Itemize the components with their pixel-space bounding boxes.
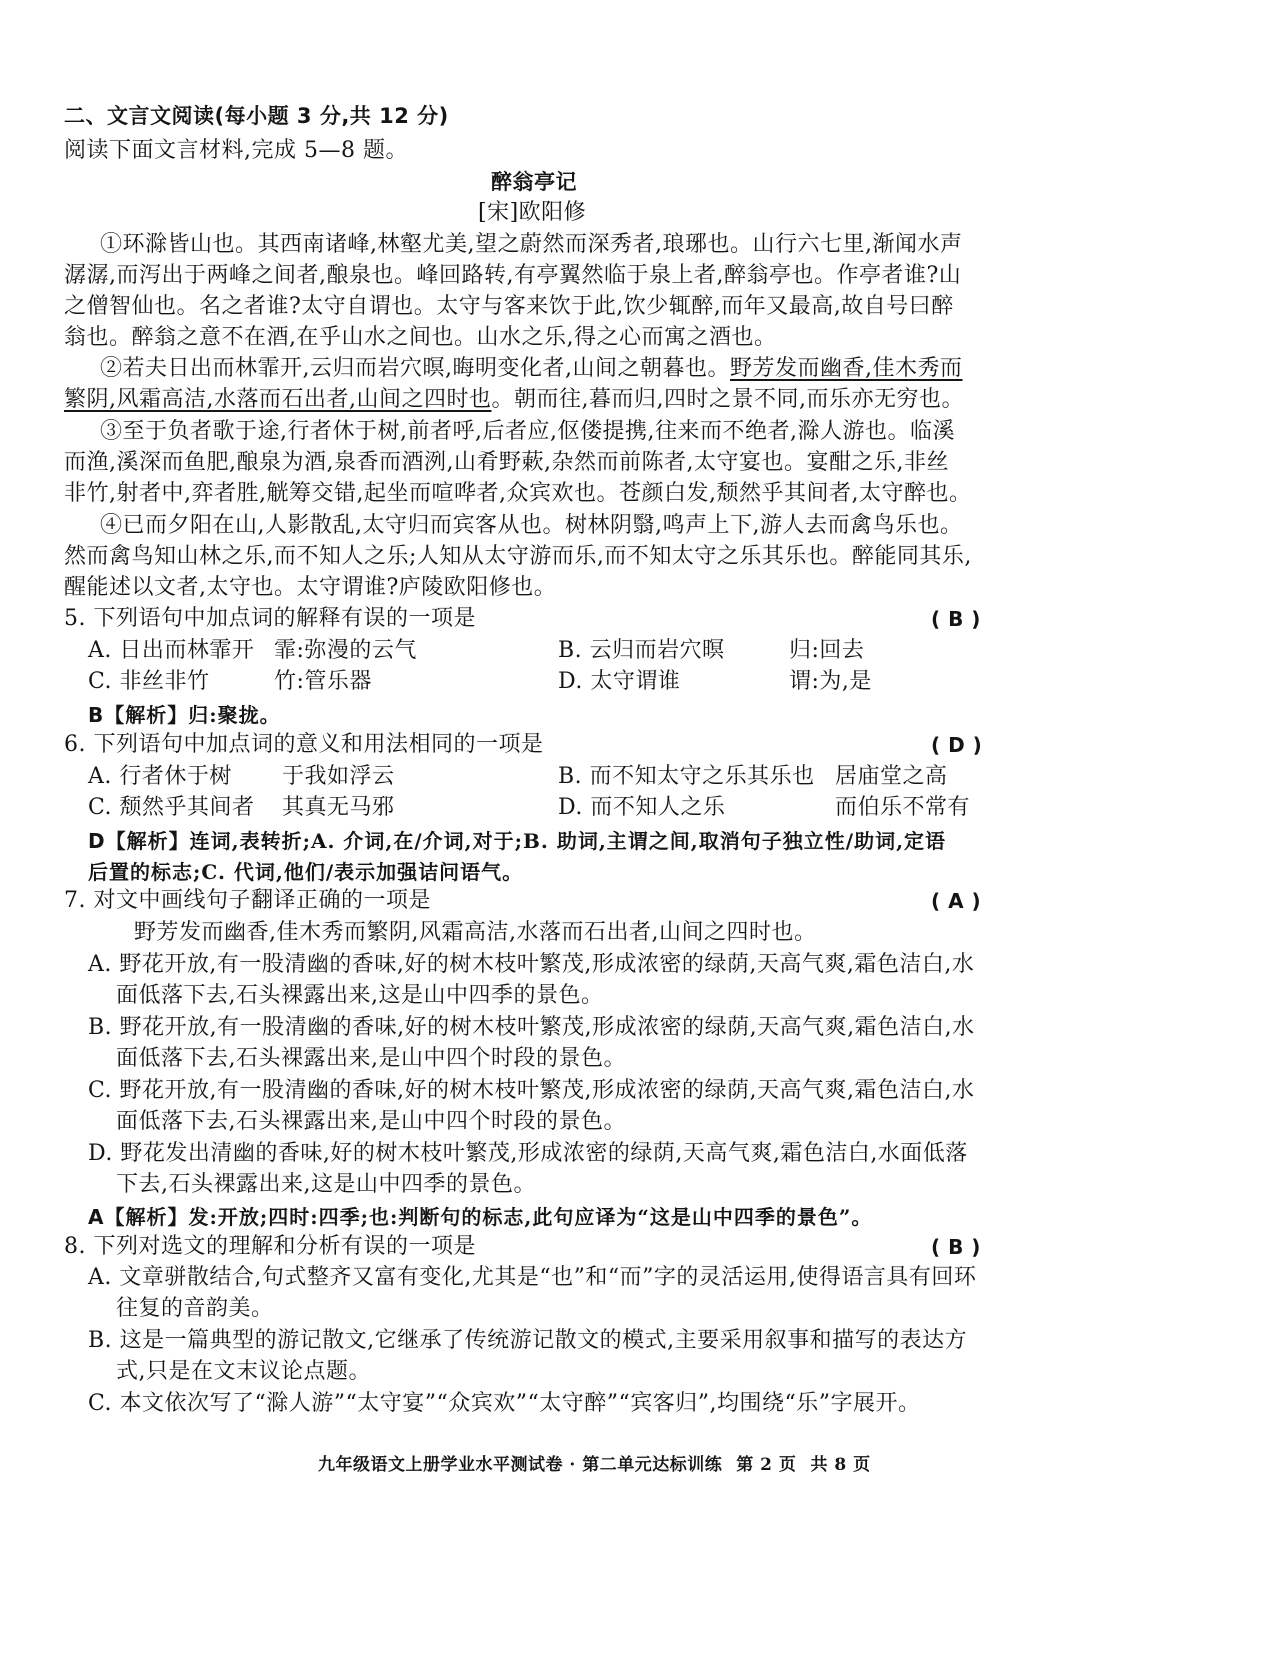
option-gloss: 归:回去: [789, 638, 865, 663]
solution-tag: D【解析】: [88, 829, 190, 853]
option: A. 野花开放,有一股清幽的香味,好的树木枝叶繁茂,形成浓密的绿荫,天高气爽,霜色洁白,水: [88, 952, 975, 977]
section-instruction: 阅读下面文言材料,完成 5—8 题。: [64, 138, 408, 163]
passage-title: 醉翁亭记: [491, 170, 577, 194]
footer-title: 九年级语文上册学业水平测试卷 · 第二单元达标训练: [318, 1455, 723, 1475]
answer-bracket: ( B ): [931, 607, 981, 631]
option: C. 本文依次写了“滁人游”“太守宴”“众宾欢”“太守醉”“宾客归”,均围绕“乐”字展开。: [88, 1391, 921, 1416]
option: C. 颓然乎其间者: [88, 795, 255, 820]
footer-page: 第 2 页: [736, 1455, 797, 1475]
question-stem: 7. 对文中画线句子翻译正确的一项是: [64, 888, 431, 913]
passage-line: 而渔,溪深而鱼肥,酿泉为酒,泉香而酒洌,山肴野蔌,杂然而前陈者,太守宴也。宴酣之乐,非丝: [64, 450, 949, 475]
solution-text: 归:聚拢。: [188, 703, 281, 727]
passage-line: 潺潺,而泻出于两峰之间者,酿泉也。峰回路转,有亭翼然临于泉上者,醉翁亭也。作亭者谁?山: [64, 263, 962, 288]
solution: [88, 826, 946, 856]
question-stem: 5. 下列语句中加点词的解释有误的一项是: [64, 606, 476, 631]
passage-text: ②若夫日出而林霏开,云归而岩穴暝,晦明变化者,山间之朝暮也。: [100, 356, 730, 381]
solution-tag: A【解析】: [88, 1205, 189, 1229]
question-stem: 8. 下列对选文的理解和分析有误的一项是: [64, 1234, 476, 1259]
footer-total: 共 8 页: [810, 1455, 871, 1475]
option: C. 非丝非竹: [88, 669, 210, 694]
option: B. 而不知太守之乐其乐也: [558, 764, 815, 789]
section-heading: 二、文言文阅读(每小题 3 分,共 12 分): [64, 104, 449, 128]
solution-tag: B【解析】: [88, 703, 189, 727]
solution: [88, 1202, 872, 1232]
option-gloss: 谓:为,是: [789, 669, 872, 694]
option: D. 野花发出清幽的香味,好的树木枝叶繁茂,形成浓密的绿荫,天高气爽,霜色洁白,水面低落: [88, 1141, 968, 1166]
answer-bracket: ( A ): [931, 889, 982, 913]
passage-line: ③至于负者歌于途,行者休于树,前者呼,后者应,伛偻提携,往来而不绝者,滁人游也。临溪: [100, 419, 955, 444]
option: D. 而不知人之乐: [558, 795, 726, 820]
option: C. 野花开放,有一股清幽的香味,好的树木枝叶繁茂,形成浓密的绿荫,天高气爽,霜色洁白,水: [88, 1078, 975, 1103]
page-footer: [318, 1450, 885, 1480]
option: B. 野花开放,有一股清幽的香味,好的树木枝叶繁茂,形成浓密的绿荫,天高气爽,霜色洁白,水: [88, 1015, 975, 1040]
option: A. 行者休于树: [88, 764, 232, 789]
option: A. 文章骈散结合,句式整齐又富有变化,尤其是“也”和“而”字的灵活运用,使得语言具有回环: [88, 1265, 977, 1290]
option-cont: 式,只是在文末议论点题。: [116, 1359, 371, 1384]
option: D. 太守谓谁: [558, 669, 681, 694]
underlined-sentence: 野芳发而幽香,佳木秀而: [729, 356, 963, 381]
passage-line: [100, 354, 962, 384]
option: B. 这是一篇典型的游记散文,它继承了传统游记散文的模式,主要采用叙事和描写的表达方: [88, 1328, 968, 1353]
option-cont: 面低落下去,石头裸露出来,是山中四个时段的景色。: [116, 1109, 626, 1134]
option-gloss: 竹:管乐器: [274, 669, 372, 694]
passage-line: 之僧智仙也。名之者谁?太守自谓也。太守与客来饮于此,饮少辄醉,而年又最高,故自号曰醉: [64, 294, 954, 319]
passage-author: [宋]欧阳修: [478, 200, 587, 225]
passage-line: 非竹,射者中,弈者胜,觥筹交错,起坐而喧哗者,众宾欢也。苍颜白发,颓然乎其间者,太守醉也。: [64, 481, 972, 506]
solution-text: 连词,表转折;A. 介词,在/介词,对于;B. 助词,主谓之间,取消句子独立性/助词,定语: [189, 829, 947, 853]
solution-text: 后置的标志;C. 代词,他们/表示加强诘问语气。: [88, 860, 524, 884]
quoted-sentence: 野芳发而幽香,佳木秀而繁阴,风霜高洁,水落而石出者,山间之四时也。: [134, 920, 817, 945]
option-compare: 其真无马邪: [282, 795, 395, 820]
option: A. 日出而林霏开: [88, 638, 255, 663]
answer-bracket: ( D ): [931, 733, 983, 757]
passage-line: ①环滁皆山也。其西南诸峰,林壑尤美,望之蔚然而深秀者,琅琊也。山行六七里,渐闻水声: [100, 232, 963, 257]
solution: [88, 700, 281, 730]
passage-text: 。朝而往,暮而归,四时之景不同,而乐亦无穷也。: [491, 387, 964, 412]
option-compare: 居庙堂之高: [835, 764, 948, 789]
option-cont: 面低落下去,石头裸露出来,这是山中四季的景色。: [116, 983, 604, 1008]
option-cont: 下去,石头裸露出来,这是山中四季的景色。: [116, 1172, 536, 1197]
answer-bracket: ( B ): [931, 1235, 981, 1259]
option-cont: 面低落下去,石头裸露出来,是山中四个时段的景色。: [116, 1046, 626, 1071]
passage-line: ④已而夕阳在山,人影散乱,太守归而宾客从也。树林阴翳,鸣声上下,游人去而禽鸟乐也。: [100, 513, 963, 538]
passage-line: 醒能述以文者,太守也。太守谓谁?庐陵欧阳修也。: [64, 575, 557, 600]
option-compare: 于我如浮云: [282, 764, 395, 789]
option-gloss: 霏:弥漫的云气: [274, 638, 417, 663]
option-compare: 而伯乐不常有: [835, 795, 971, 820]
underlined-sentence: 繁阴,风霜高洁,水落而石出者,山间之四时也: [64, 387, 492, 412]
question-stem: 6. 下列语句中加点词的意义和用法相同的一项是: [64, 732, 544, 757]
option-cont: 往复的音韵美。: [116, 1296, 274, 1321]
option: B. 云归而岩穴暝: [558, 638, 725, 663]
solution-text: 发:开放;四时:四季;也:判断句的标志,此句应译为“这是山中四季的景色”。: [188, 1205, 873, 1229]
passage-line: 然而禽鸟知山林之乐,而不知人之乐;人知从太守游而乐,而不知太守之乐其乐也。醉能同其乐,: [64, 544, 972, 569]
passage-line: 翁也。醉翁之意不在酒,在乎山水之间也。山水之乐,得之心而寓之酒也。: [64, 325, 777, 350]
passage-line: [64, 385, 964, 415]
